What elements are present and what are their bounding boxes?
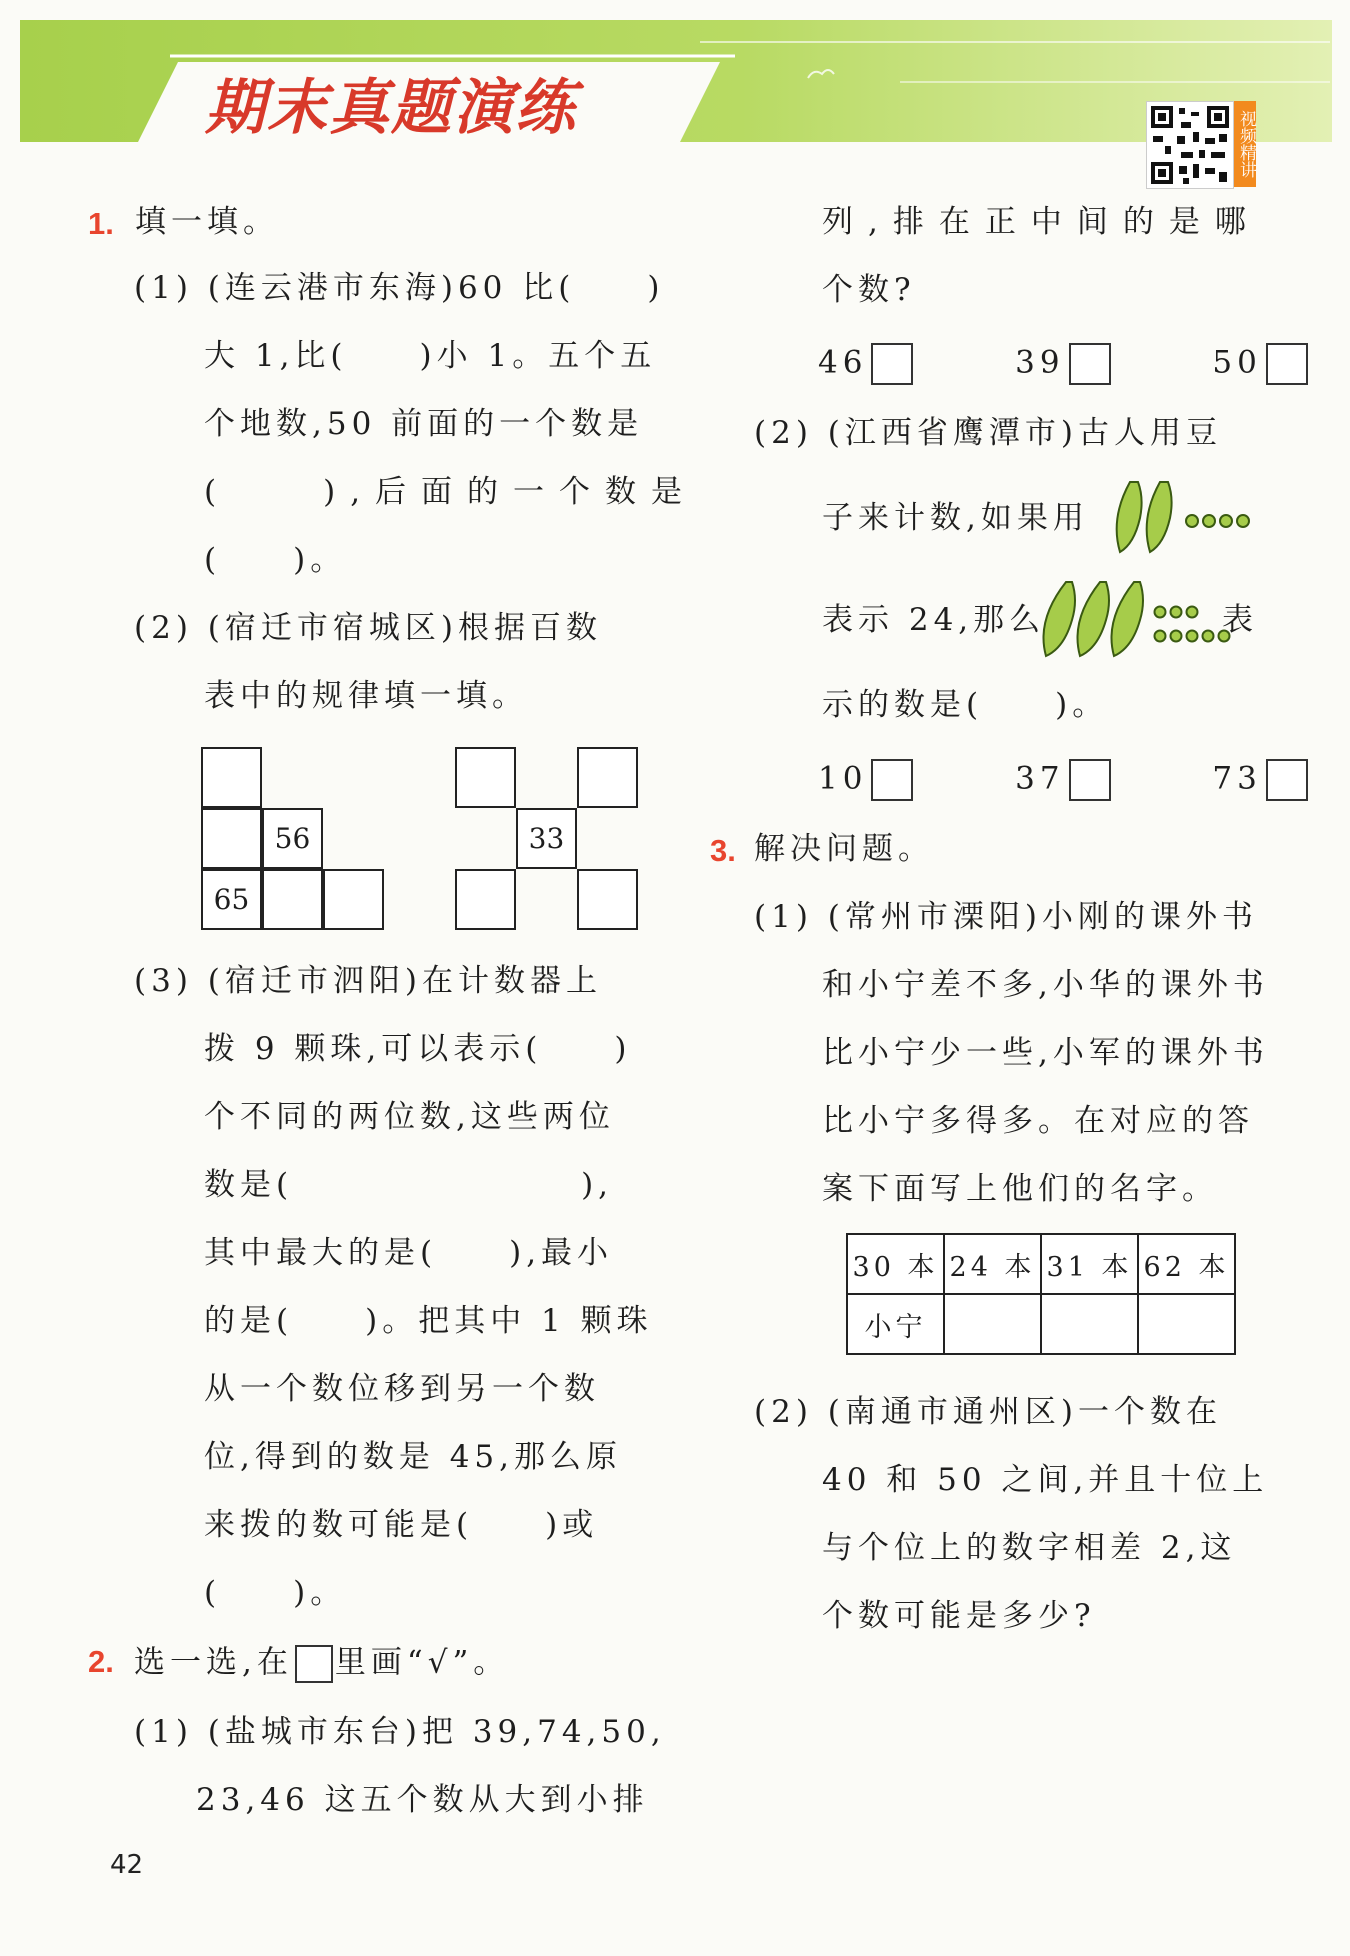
page-title: 期末真题演练 (205, 73, 577, 143)
q3-p2-line2: 40 和 50 之间,并且十位上 (822, 1462, 1269, 1498)
q1-p1-line3: 个地数,50 前面的一个数是 (204, 406, 644, 442)
q1-title: 填一填。 (135, 204, 279, 240)
q2-p2-line3: 表示 24,那么 (822, 602, 1046, 638)
q2-options-2 (818, 759, 1308, 801)
table-header-cell: 62 本 (1138, 1234, 1235, 1294)
q2-p2-line3b: 表 (1222, 602, 1258, 638)
table-answer-cell[interactable] (944, 1294, 1041, 1354)
q3-title: 解决问题。 (754, 831, 934, 867)
q1-p3-line10: ( )。 (204, 1575, 347, 1611)
grid-cell-65: 65 (201, 869, 262, 930)
q1-p2-line1: (2) (宿迁市宿城区)根据百数 (134, 610, 602, 646)
qr-code-icon (1147, 102, 1233, 188)
table-answer-cell[interactable] (1138, 1294, 1235, 1354)
option-46-checkbox[interactable] (871, 343, 913, 385)
q1-p1-line2: 大 1,比( )小 1。五个五 (204, 338, 657, 374)
books-table (846, 1233, 1236, 1355)
q3-p1-line5: 案下面写上他们的名字。 (822, 1171, 1218, 1207)
table-header-cell: 31 本 (1041, 1234, 1138, 1294)
table-answer-cell[interactable] (1041, 1294, 1138, 1354)
q1-p1-line4: ( ),后面的一个数是 (204, 474, 698, 510)
bean-dots-icon (1155, 607, 1230, 642)
option-37-checkbox[interactable] (1069, 759, 1111, 801)
option-39-label: 39 (1015, 344, 1065, 381)
q2-title-b: 里画“√”。 (334, 1644, 510, 1681)
q1-p3-line9: 来拨的数可能是( )或 (204, 1507, 599, 1543)
q2-p1-line1: (1) (盐城市东台)把 39,74,50, (134, 1714, 666, 1750)
q2-title (134, 1645, 509, 1683)
grid-cell-blank[interactable] (323, 869, 384, 930)
table-row (847, 1294, 1235, 1354)
q1-p3-line7: 从一个数位移到另一个数 (204, 1371, 600, 1407)
q3-p1-line1: (1) (常州市溧阳)小刚的课外书 (754, 899, 1258, 935)
q1-p3-line2: 拨 9 颗珠,可以表示( ) (204, 1031, 632, 1067)
q1-p2-line2: 表中的规律填一填。 (204, 678, 528, 714)
q3-p1-line2: 和小宁差不多,小华的课外书 (822, 967, 1269, 1003)
grid-cell-blank[interactable] (201, 747, 262, 808)
grid-cell-blank[interactable] (262, 869, 323, 930)
qr-side-label: 视频精讲 (1234, 101, 1256, 187)
option-10-checkbox[interactable] (871, 759, 913, 801)
q2-options-1 (818, 343, 1308, 385)
grid-cell-blank[interactable] (455, 747, 516, 808)
q2-p2-line2: 子来计数,如果用 (822, 500, 1089, 536)
q3-p1-line4: 比小宁多得多。在对应的答 (822, 1103, 1254, 1139)
page-number: 42 (110, 1850, 144, 1880)
option-50-label: 50 (1212, 344, 1262, 381)
option-39-checkbox[interactable] (1069, 343, 1111, 385)
q3-p2-line4: 个数可能是多少? (822, 1598, 1096, 1634)
q2-title-a: 选一选,在 (134, 1644, 293, 1681)
q3-p2-line1: (2) (南通市通州区)一个数在 (754, 1394, 1222, 1430)
q1-p1-line1: (1) (连云港市东海)60 比( ) (134, 270, 665, 306)
option-73-label: 73 (1212, 760, 1262, 797)
q3-p2-line3: 与个位上的数字相差 2,这 (822, 1530, 1237, 1566)
grid-cell-blank[interactable] (201, 808, 262, 869)
q1-p3-line4: 数是( ), (204, 1167, 614, 1203)
q1-p3-line3: 个不同的两位数,这些两位 (204, 1099, 615, 1135)
grid-cell-blank[interactable] (577, 747, 638, 808)
grid-cell-56: 56 (262, 808, 323, 869)
qr-code[interactable] (1146, 101, 1234, 189)
q2-p2-line4: 示的数是( )。 (822, 687, 1109, 723)
q1-p3-line1: (3) (宿迁市泗阳)在计数器上 (134, 963, 602, 999)
q1-p3-line6: 的是( )。把其中 1 颗珠 (204, 1303, 653, 1339)
beans-24-illustration (1108, 478, 1263, 558)
q2-p1-line3: 列,排在正中间的是哪 (822, 204, 1261, 240)
q3-number: 3. (710, 833, 736, 868)
option-73-checkbox[interactable] (1266, 759, 1308, 801)
bean-pod-icon (1044, 582, 1076, 656)
q2-p1-line2: 23,46 这五个数从大到小排 (196, 1782, 649, 1818)
table-row (847, 1234, 1235, 1294)
grid-cell-blank[interactable] (577, 869, 638, 930)
table-header-cell: 30 本 (847, 1234, 944, 1294)
bean-dots-icon (1186, 515, 1249, 527)
bean-pod-icon (1112, 582, 1144, 656)
grid-cell-blank[interactable] (455, 869, 516, 930)
option-37-label: 37 (1015, 760, 1065, 797)
option-50-checkbox[interactable] (1266, 343, 1308, 385)
grid-cell-33: 33 (516, 808, 577, 869)
q3-p1-line3: 比小宁少一些,小军的课外书 (822, 1035, 1269, 1071)
q2-p1-line4: 个数? (822, 272, 916, 308)
bean-pod-icon (1078, 582, 1110, 656)
table-header-cell: 24 本 (944, 1234, 1041, 1294)
q2-p2-line1: (2) (江西省鹰潭市)古人用豆 (754, 415, 1222, 451)
option-46-label: 46 (818, 344, 868, 381)
q1-number: 1. (88, 206, 114, 241)
checkbox-sample (295, 1645, 333, 1683)
q2-number: 2. (88, 1644, 114, 1679)
beans-question-illustration (1032, 578, 1237, 662)
q1-p3-line5: 其中最大的是( ),最小 (204, 1235, 614, 1271)
bean-pod-icon (1117, 482, 1142, 552)
q1-p3-line8: 位,得到的数是 45,那么原 (204, 1439, 623, 1475)
option-10-label: 10 (818, 760, 868, 797)
bean-pod-icon (1147, 482, 1172, 552)
table-cell-xiaoning: 小宁 (847, 1294, 944, 1354)
q1-p1-line5: ( )。 (204, 542, 347, 578)
